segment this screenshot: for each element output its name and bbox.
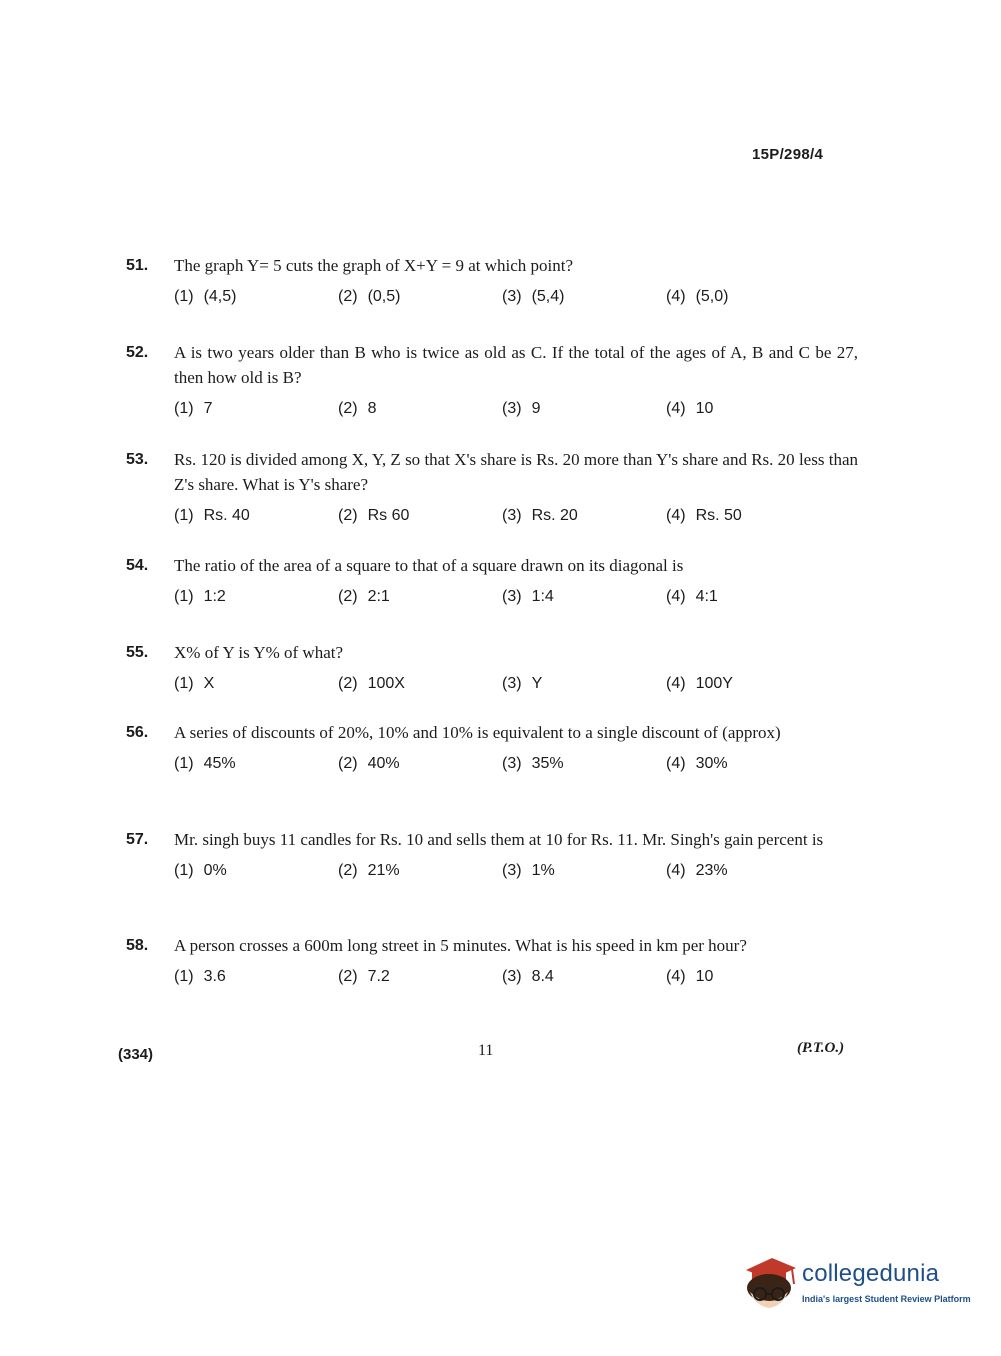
question-text: Mr. singh buys 11 candles for Rs. 10 and sells them at 10 for Rs. 11. Mr. Singh's gain percent is	[174, 830, 824, 849]
question-56	[126, 720, 858, 773]
options-row	[174, 968, 858, 986]
option-1: (1) Rs. 40	[174, 507, 250, 524]
option-4: (4) 10	[666, 968, 714, 985]
option-4: (4) Rs. 50	[666, 507, 742, 524]
options-row	[174, 675, 858, 693]
option-3: (3) 1:4	[502, 588, 554, 605]
page-number: 11	[478, 1042, 494, 1059]
question-number: 53.	[126, 451, 149, 468]
option-2: (2) (0,5)	[338, 288, 401, 305]
question-54	[126, 553, 858, 606]
option-1: (1) (4,5)	[174, 288, 237, 305]
question-text: A series of discounts of 20%, 10% and 10% is equivalent to a single discount of (approx)	[174, 723, 781, 742]
question-number: 54.	[126, 557, 149, 574]
option-1: (1) X	[174, 675, 215, 692]
question-number: 51.	[126, 257, 149, 274]
options-row	[174, 862, 858, 880]
question-text: The graph Y= 5 cuts the graph of X+Y = 9 at which point?	[174, 256, 574, 275]
options-row	[174, 755, 858, 773]
option-1: (1) 3.6	[174, 968, 226, 985]
option-2: (2) 21%	[338, 862, 400, 879]
question-53	[126, 447, 858, 525]
question-text: A is two years older than B who is twice as old as C. If the total of the ages of A, B and C be 27, then how old is B?	[174, 343, 858, 387]
question-number: 58.	[126, 937, 149, 954]
footer-left-code: (334)	[118, 1046, 154, 1063]
question-text: The ratio of the area of a square to that of a square drawn on its diagonal is	[174, 556, 684, 575]
question-57	[126, 827, 858, 880]
option-4: (4) 10	[666, 400, 714, 417]
question-52	[126, 340, 858, 418]
question-58	[126, 933, 858, 986]
option-1: (1) 1:2	[174, 588, 226, 605]
option-4: (4) 30%	[666, 755, 728, 772]
question-text: Rs. 120 is divided among X, Y, Z so that X's share is Rs. 20 more than Y's share and Rs. 20 less than Z's share. What is Y's share?	[174, 450, 858, 494]
option-4: (4) 23%	[666, 862, 728, 879]
options-row	[174, 588, 858, 606]
collegedunia-logo	[742, 1252, 982, 1316]
options-row	[174, 288, 858, 306]
logo-name: collegedunia	[802, 1260, 940, 1287]
question-55	[126, 640, 858, 693]
question-number: 56.	[126, 724, 149, 741]
footer-pto: (P.T.O.)	[797, 1040, 845, 1056]
options-row	[174, 400, 858, 418]
logo-tagline: India's largest Student Review Platform	[802, 1294, 971, 1304]
option-1: (1) 0%	[174, 862, 227, 879]
option-3: (3) (5,4)	[502, 288, 565, 305]
option-1: (1) 45%	[174, 755, 236, 772]
option-2: (2) 2:1	[338, 588, 390, 605]
option-2: (2) 7.2	[338, 968, 390, 985]
option-3: (3) 9	[502, 400, 541, 417]
option-4: (4) 100Y	[666, 675, 733, 692]
question-number: 52.	[126, 344, 149, 361]
mascot-icon	[742, 1252, 796, 1310]
option-3: (3) Y	[502, 675, 543, 692]
option-2: (2) Rs 60	[338, 507, 410, 524]
question-text: X% of Y is Y% of what?	[174, 643, 344, 662]
question-number: 57.	[126, 831, 149, 848]
option-4: (4) (5,0)	[666, 288, 729, 305]
question-51	[126, 253, 858, 306]
question-text: A person crosses a 600m long street in 5 minutes. What is his speed in km per hour?	[174, 936, 747, 955]
option-4: (4) 4:1	[666, 588, 718, 605]
option-2: (2) 8	[338, 400, 377, 417]
option-2: (2) 100X	[338, 675, 405, 692]
option-2: (2) 40%	[338, 755, 400, 772]
options-row	[174, 507, 858, 525]
option-3: (3) Rs. 20	[502, 507, 578, 524]
option-3: (3) 8.4	[502, 968, 554, 985]
option-3: (3) 35%	[502, 755, 564, 772]
page-code: 15P/298/4	[752, 146, 824, 163]
option-3: (3) 1%	[502, 862, 555, 879]
option-1: (1) 7	[174, 400, 213, 417]
question-number: 55.	[126, 644, 149, 661]
